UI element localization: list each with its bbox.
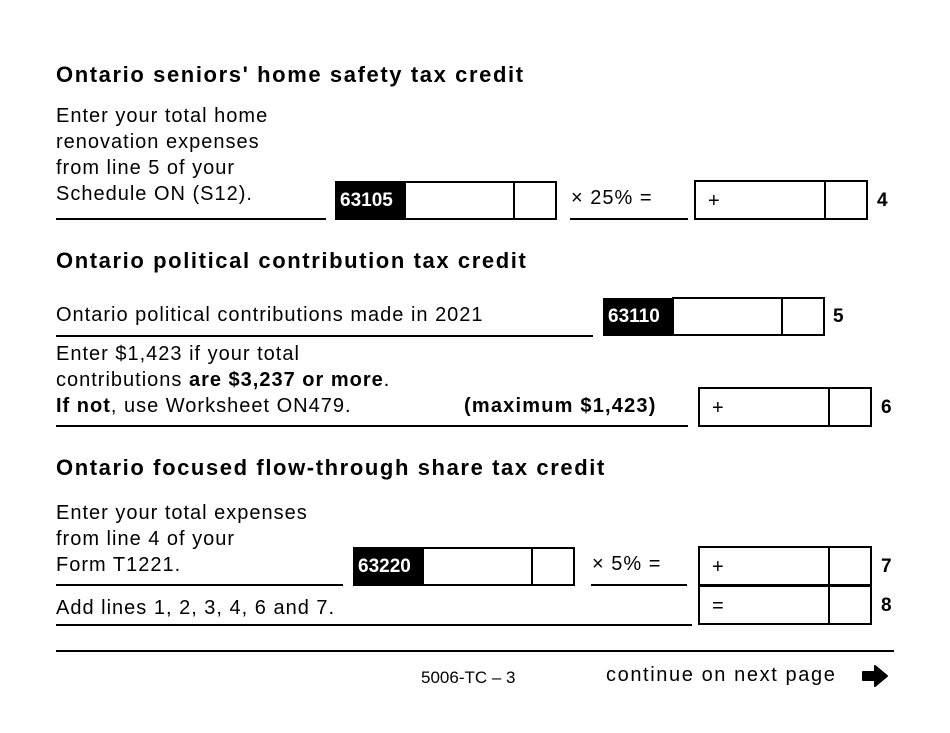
code-63105: 63105 [335,181,405,220]
flowthrough-expense-input[interactable] [422,547,575,586]
seniors-desc-line: Schedule ON (S12). [56,183,253,205]
seniors-desc-line: Enter your total home [56,105,269,127]
cents-divider [781,299,783,334]
seniors-description [56,103,268,207]
line-6-text-1: Enter $1,423 if your total [56,343,300,365]
line-4-amount-input[interactable] [694,180,868,220]
cents-divider [828,548,830,584]
plus-sign: + [712,397,724,419]
flowthrough-multiplier: × 5% = [592,553,662,575]
plus-sign: + [708,190,720,212]
seniors-desc-line: from line 5 of your [56,157,236,179]
flowthrough-heading: Ontario focused flow-through share tax credit [56,455,606,480]
line-6-amount-input[interactable] [698,387,872,427]
seniors-mult-rule [570,218,688,220]
line-6-text-3b: , use Worksheet ON479. [110,395,352,417]
line-number-7: 7 [881,556,892,577]
line-6-text-2a: contributions [56,369,189,391]
continue-text: continue on next page [606,664,837,686]
line-number-8: 8 [881,595,892,616]
code-63110: 63110 [603,298,673,336]
line-5-label: Ontario political contributions made in 2021 [56,304,484,326]
seniors-expense-input[interactable] [404,181,557,220]
footer-rule [56,650,894,652]
cents-divider [824,182,826,218]
seniors-multiplier: × 25% = [571,187,653,209]
political-heading: Ontario political contribution tax credit [56,248,528,273]
seniors-heading: Ontario seniors' home safety tax credit [56,62,525,87]
seniors-desc-line: renovation expenses [56,131,260,153]
cents-divider [828,587,830,623]
flowthrough-desc-line: Form T1221. [56,554,182,576]
line-7-amount-input[interactable] [698,546,872,586]
equals-sign: = [712,595,724,617]
line-5-rule [56,335,593,337]
arrow-right-icon [861,664,889,688]
line-8-total-input[interactable] [698,585,872,625]
plus-sign: + [712,556,724,578]
form-id: 5006-TC – 3 [421,668,516,687]
cents-divider [828,389,830,425]
line-number-5: 5 [833,306,844,327]
line-6-text-2 [56,367,390,393]
flowthrough-desc-line: from line 4 of your [56,528,236,550]
flowthrough-desc-rule [56,584,343,586]
flowthrough-description [56,500,308,578]
flowthrough-desc-line: Enter your total expenses [56,502,308,524]
line-6-text-3 [56,393,390,419]
line-8-rule [56,624,692,626]
line-number-6: 6 [881,397,892,418]
code-63220: 63220 [353,547,423,586]
line-number-4: 4 [877,190,888,211]
flowthrough-mult-rule [591,584,687,586]
line-6-description [56,341,390,419]
line-6-text-3a: If not [56,395,111,417]
line-6-text-2c: . [383,369,391,391]
seniors-desc-rule [56,218,326,220]
maximum-note: (maximum $1,423) [464,395,657,417]
cents-divider [513,183,515,218]
political-contributions-input[interactable] [672,297,825,336]
line-6-text-2b: are $3,237 or more [188,369,384,391]
cents-divider [531,549,533,584]
line-6-rule [56,425,688,427]
line-8-label: Add lines 1, 2, 3, 4, 6 and 7. [56,597,336,619]
